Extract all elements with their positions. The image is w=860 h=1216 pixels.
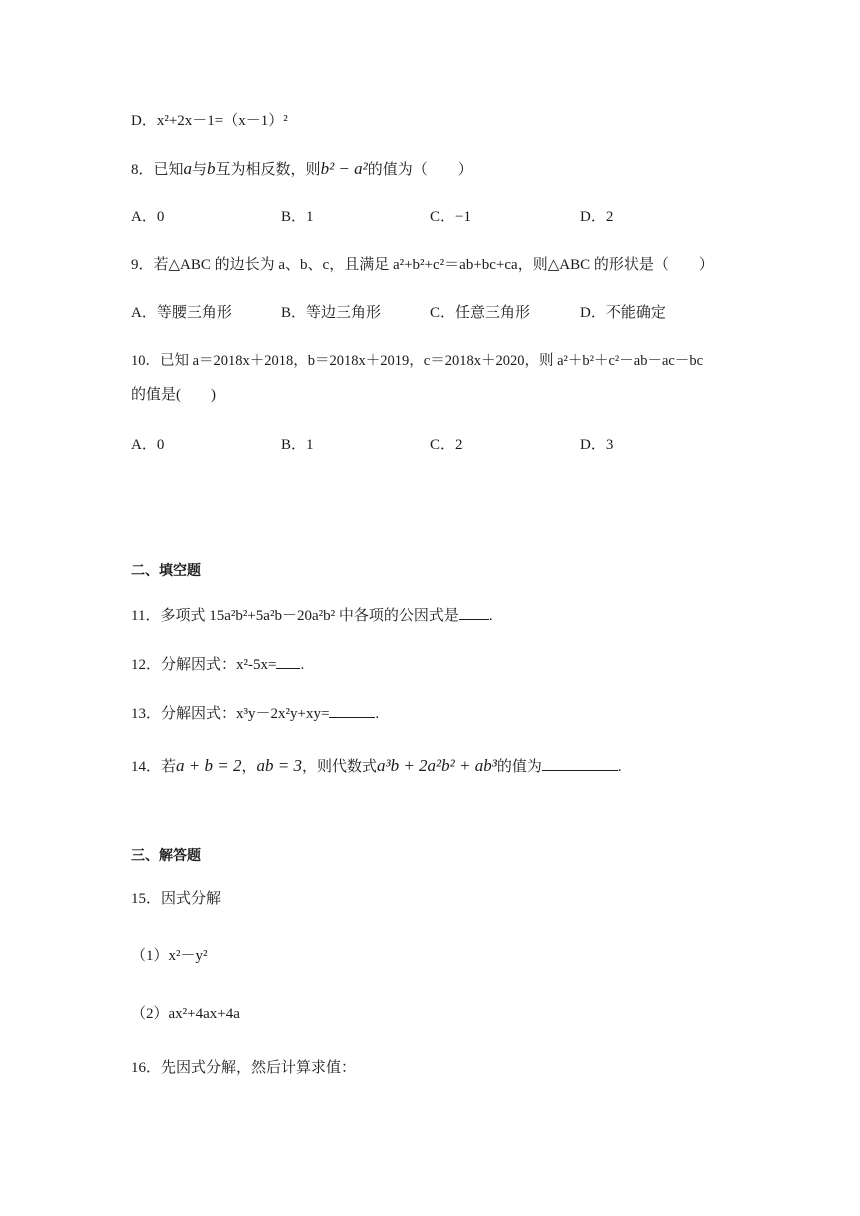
answer-blank (276, 654, 300, 669)
question-text: 14．若 (131, 759, 177, 775)
question-text: 12．分解因式：x²-5x= (131, 657, 277, 673)
section-heading-answer: 三、解答题 (131, 848, 201, 864)
question-10-line-1: 10．已知 a＝2018x＋2018，b＝2018x＋2019，c＝2018x＋2020，则 a²＋b²＋c²－ab－ac－bc (131, 353, 704, 369)
math-expression: a + b = 2 (176, 756, 242, 775)
question-text: 的值为 (496, 759, 542, 775)
question-9: 9．若△ABC 的边长为 a、b、c，且满足 a²+b²+c²＝ab+bc+ca，则△ABC 的形状是（ ） (131, 257, 714, 273)
answer-blank (459, 605, 489, 620)
question-12 (131, 654, 304, 675)
q9-options (131, 303, 771, 323)
math-expression: ab = 3 (256, 756, 302, 775)
option-c: C．任意三角形 (430, 305, 531, 321)
question-number: 8． (131, 162, 154, 178)
answer-blank (329, 703, 375, 718)
question-end: . (488, 608, 493, 624)
q7-option-d: D．x²+2x－1=（x－1）² (131, 113, 288, 129)
option-c: C．−1 (430, 209, 471, 225)
section-heading-fill-in: 二、填空题 (131, 563, 201, 579)
option-a: A．0 (131, 437, 165, 453)
option-b: B．1 (281, 209, 314, 225)
question-16-title: 16．先因式分解，然后计算求值： (131, 1060, 357, 1076)
option-c: C．2 (430, 437, 463, 453)
question-14 (131, 756, 622, 777)
question-end: . (300, 657, 305, 673)
question-end: . (617, 759, 622, 775)
question-11 (131, 605, 493, 626)
question-15-part-2: （2）ax²+4ax+4a (131, 1006, 240, 1022)
question-text: 的值为（ ） (367, 162, 473, 178)
question-text: 11．多项式 15a²b²+5a²b－20a²b² 中各项的公因式是 (131, 608, 459, 624)
question-text: 与 (192, 162, 208, 178)
question-text: ， (241, 759, 257, 775)
math-expression: b² − a² (320, 159, 368, 178)
option-d: D．3 (580, 437, 614, 453)
math-variable: a (183, 159, 193, 178)
option-b: B．等边三角形 (281, 305, 382, 321)
question-13 (131, 703, 379, 724)
option-a: A．等腰三角形 (131, 305, 232, 321)
question-text: 互为相反数，则 (215, 162, 321, 178)
question-text: ，则代数式 (301, 759, 377, 775)
q8-options (131, 207, 771, 227)
math-variable: b (207, 159, 216, 178)
option-d: D．2 (580, 209, 614, 225)
question-8 (131, 159, 473, 180)
q10-options (131, 435, 771, 455)
option-b: B．1 (281, 437, 314, 453)
question-text: 已知 (153, 162, 184, 178)
question-15-part-1: （1）x²－y² (131, 948, 208, 964)
question-10-line-2: 的值是( ) (131, 387, 216, 403)
option-d: D．不能确定 (580, 305, 666, 321)
question-end: . (375, 706, 380, 722)
question-text: 13．分解因式：x³y－2x²y+xy= (131, 706, 330, 722)
option-a: A．0 (131, 209, 165, 225)
question-15-title: 15．因式分解 (131, 891, 222, 907)
answer-blank (542, 756, 618, 771)
math-expression: a³b + 2a²b² + ab³ (376, 756, 497, 775)
